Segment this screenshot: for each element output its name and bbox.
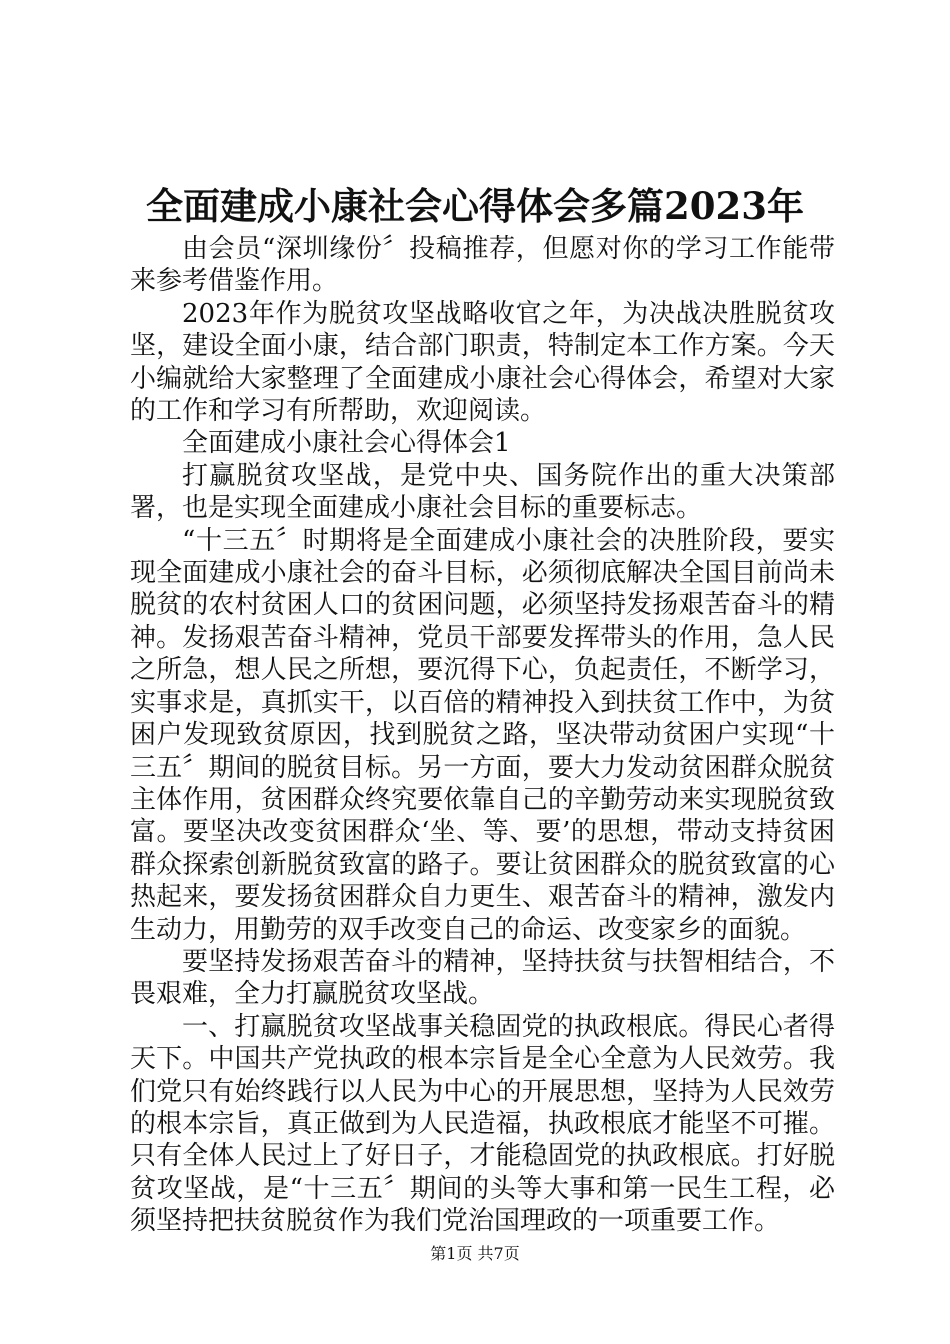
- overview-paragraph: 2023年作为脱贫攻坚战略收官之年，为决战决胜脱贫攻坚，建设全面小康，结合部门职责，特制定本工作方案。今天小编就给大家整理了全面建成小康社会心得体会，希望对大家的工作和学习有所帮助，欢迎阅读。: [130, 298, 835, 427]
- body-paragraph: 要坚持发扬艰苦奋斗的精神，坚持扶贫与扶智相结合，不畏艰难，全力打赢脱贫攻坚战。: [130, 946, 835, 1010]
- body-paragraph: “十三五〞时期将是全面建成小康社会的决胜阶段，要实现全面建成小康社会的奋斗目标，必须彻底解决全国目前尚未脱贫的农村贫困人口的贫困问题，必须坚持发扬艰苦奋斗的精神。发扬艰苦奋斗精神，党员干部要发挥带头的作用，急人民之所急，想人民之所想，要沉得下心，负起责任，不断学习，实事求是，真抓实干，以百倍的精神投入到扶贫工作中，为贫困户发现致贫原因，找到脱贫之路，坚决带动贫困户实现“十三五〞期间的脱贫目标。另一方面，要大力发动贫困群众脱贫主体作用，贫困群众终究要依靠自己的辛勤劳动来实现脱贫致富。要坚决改变贫困群众‘坐、等、要’的思想，带动支持贫困群众探索创新脱贫致富的路子。要让贫困群众的脱贫致富的心热起来，要发扬贫困群众自力更生、艰苦奋斗的精神，激发内生动力，用勤劳的双手改变自己的命运、改变家乡的面貌。: [130, 525, 835, 945]
- intro-paragraph: 由会员“深圳缘份〞投稿推荐，但愿对你的学习工作能带来参考借鉴作用。: [130, 234, 835, 297]
- body-paragraph: 一、打赢脱贫攻坚战事关稳固党的执政根底。得民心者得天下。中国共产党执政的根本宗旨是全心全意为人民效劳。我们党只有始终践行以人民为中心的开展思想，坚持为人民效劳的根本宗旨，真正做到为人民造福，执政根底才能坚不可摧。只有全体人民过上了好日子，才能稳固党的执政根底。打好脱贫攻坚战，是“十三五〞期间的头等大事和第一民生工程，必须坚持把扶贫脱贫作为我们党治国理政的一项重要工作。: [130, 1011, 835, 1237]
- body-paragraph: 打赢脱贫攻坚战，是党中央、国务院作出的重大决策部署，也是实现全面建成小康社会目标的重要标志。: [130, 460, 835, 524]
- section-heading: 全面建成小康社会心得体会1: [182, 428, 511, 459]
- document-title: 全面建成小康社会心得体会多篇2023年: [146, 184, 804, 228]
- document-body: [130, 233, 835, 1238]
- page-number-footer: 第1页 共7页: [430, 1244, 520, 1263]
